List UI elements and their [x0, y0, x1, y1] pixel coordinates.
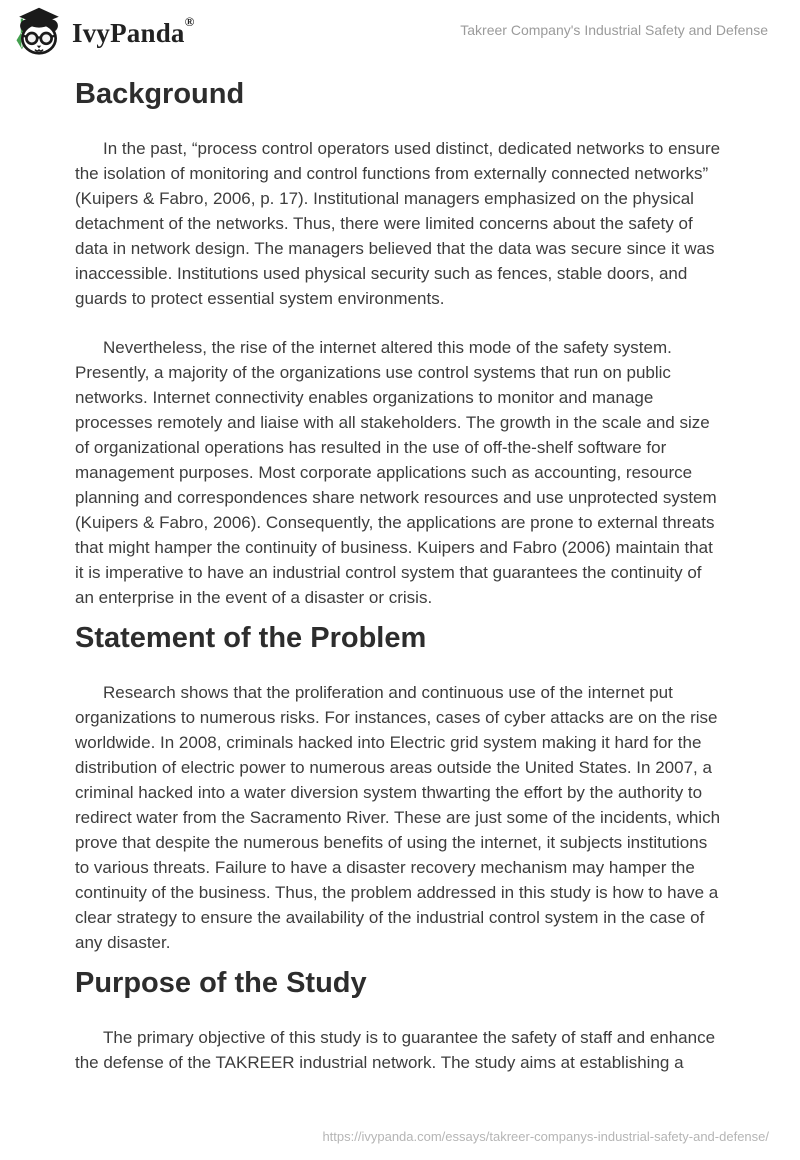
- brand-logo: [12, 6, 194, 60]
- section-heading-background: Background: [75, 78, 245, 110]
- document-body: [75, 58, 723, 1075]
- brand-wordmark: IvyPanda: [72, 17, 185, 48]
- registered-trademark-symbol: ®: [184, 14, 195, 30]
- ivypanda-panda-icon: [12, 6, 66, 60]
- document-title: Takreer Company's Industrial Safety and Defense: [460, 22, 768, 38]
- paragraph: Nevertheless, the rise of the internet altered this mode of the safety system. Presently, a majority of the organizations use control systems that run on public networks. Internet connectivity enables organizations to monitor and manage processes remotely and liaise with all stakeholders. The growth in the scale and size of organizational operations has resulted in the use of off-the-shelf software for management purposes. Most corporate applications such as accounting, resource planning and correspondences share network resources and use unprotected system (Kuipers & Fabro, 2006). Consequently, the applications are prone to external threats that might hamper the continuity of business. Kuipers and Fabro (2006) maintain that it is imperative to have an industrial control system that guarantees the continuity of an enterprise in the event of a disaster or crisis.: [75, 338, 717, 607]
- section-heading-statement-of-the-problem: Statement of the Problem: [75, 622, 427, 654]
- footer-source-url: https://ivypanda.com/essays/takreer-companys-industrial-safety-and-defense/: [322, 1129, 769, 1144]
- paragraph: Research shows that the proliferation and continuous use of the internet put organizations to numerous risks. For instances, cases of cyber attacks are on the rise worldwide. In 2008, criminals hacked into Electric grid system making it hard for the distribution of electric power to numerous areas outside the United States. In 2007, a criminal hacked into a water diversion system thwarting the effort by the authority to redirect water from the Sacramento River. These are just some of the incidents, which prove that despite the numerous benefits of using the internet, it subjects institutions to various threats. Failure to have a disaster recovery mechanism may hamper the continuity of the business. Thus, the problem addressed in this study is how to have a clear strategy to ensure the availability of the industrial control system in the case of any disaster.: [75, 683, 721, 952]
- section-heading-purpose-of-the-study: Purpose of the Study: [75, 967, 367, 999]
- page-header: [12, 6, 768, 60]
- paragraph: In the past, “process control operators used distinct, dedicated networks to ensure the isolation of monitoring and control functions from externally connected networks” (Kuipers & Fabro, 2006, p. 17). Institutional managers emphasized on the physical detachment of the networks. Thus, there were limited concerns about the safety of data in network design. The managers believed that the data was secure since it was inaccessible. Institutions used physical security such as fences, stable doors, and guards to protect essential system environments.: [75, 139, 721, 308]
- paragraph: The primary objective of this study is to guarantee the safety of staff and enhance the defense of the TAKREER industrial network. The study aims at establishing a: [75, 1028, 716, 1072]
